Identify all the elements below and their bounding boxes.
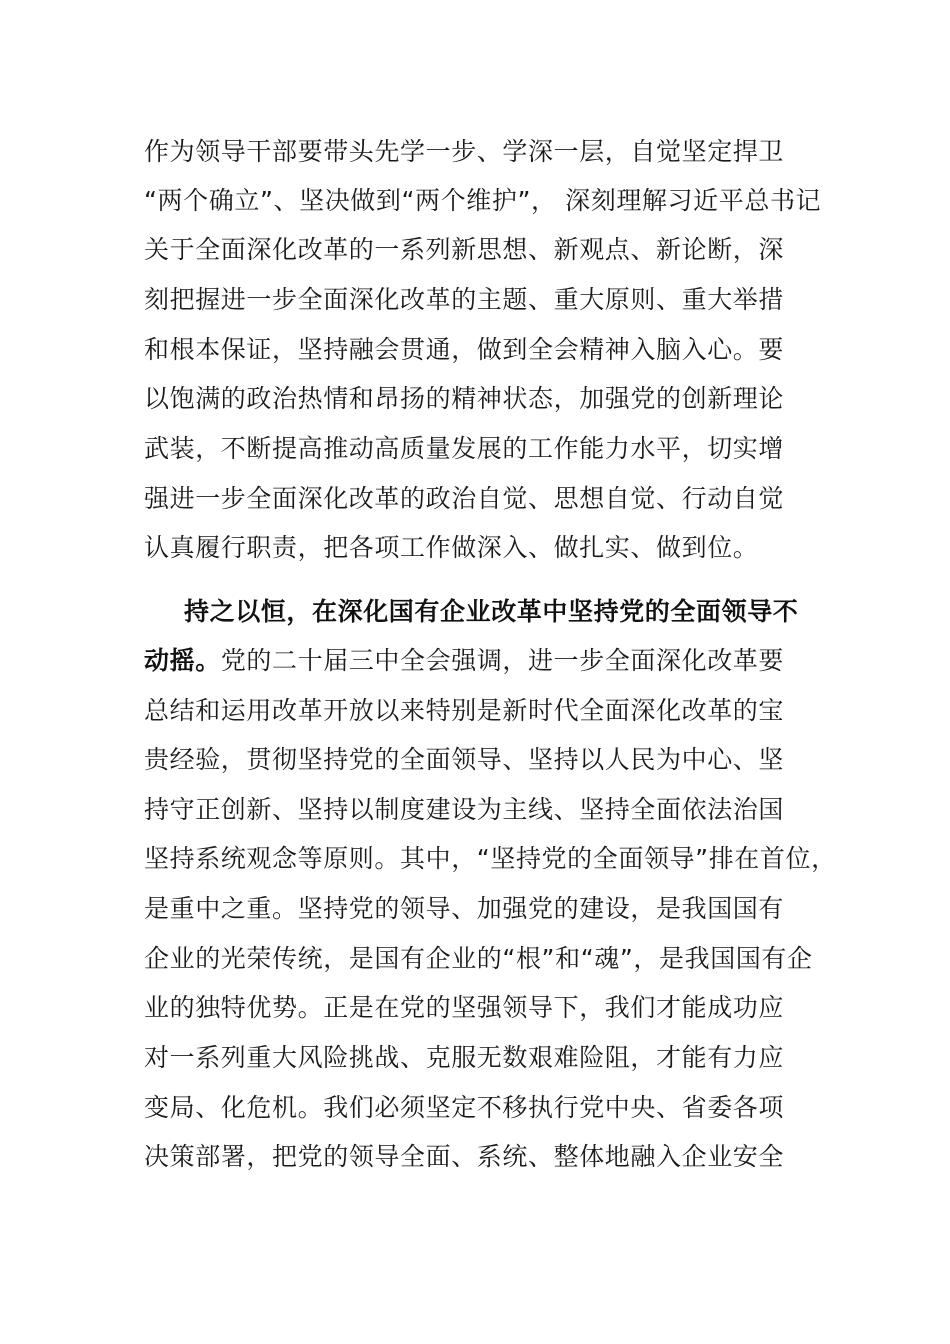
paragraph-1-line-3: 关于全面深化改革的一系列新思想、新观点、新论断，深 xyxy=(144,235,785,264)
paragraph-2-line-8: 企业的光荣传统，是国有企业的“根”和“魂”，是我国国有企 xyxy=(144,944,813,973)
paragraph-1-line-9: 认真履行职责，把各项工作做深入、做扎实、做到位。 xyxy=(144,533,759,562)
paragraph-1-line-1: 作为领导干部要带头先学一步、学深一层，自觉坚定捍卫 xyxy=(144,137,785,166)
paragraph-1-line-6: 以饱满的政治热情和昂扬的精神状态，加强党的创新理论 xyxy=(144,384,785,413)
paragraph-2-line-3: 总结和运用改革开放以来特别是新时代全面深化改革的宝 xyxy=(144,696,785,725)
paragraph-1-line-5: 和根本保证，坚持融会贯通，做到全会精神入脑入心。要 xyxy=(144,335,785,364)
paragraph-1-line-2: “两个确立”、坚决做到“两个维护”， 深刻理解习近平总书记 xyxy=(144,186,822,215)
paragraph-2-line-5: 持守正创新、坚持以制度建设为主线、坚持全面依法治国 xyxy=(144,795,785,824)
paragraph-2-line-4: 贵经验，贯彻坚持党的全面领导、坚持以人民为中心、坚 xyxy=(144,745,785,774)
paragraph-2-line-2-text: 党的二十届三中全会强调，进一步全面深化改革要 xyxy=(220,646,785,675)
paragraph-1-line-8: 强进一步全面深化改革的政治自觉、思想自觉、行动自觉 xyxy=(144,484,785,513)
paragraph-2-line-2 xyxy=(144,646,784,676)
paragraph-2-line-12: 决策部署，把党的领导全面、系统、整体地融入企业安全 xyxy=(144,1142,785,1171)
paragraph-1-line-7: 武装，不断提高推动高质量发展的工作能力水平，切实增 xyxy=(144,434,785,463)
paragraph-1-line-4: 刻把握进一步全面深化改革的主题、重大原则、重大举措 xyxy=(144,285,785,314)
paragraph-2-line-9: 业的独特优势。正是在党的坚强领导下，我们才能成功应 xyxy=(144,993,785,1022)
paragraph-2-line-6: 坚持系统观念等原则。其中，“坚持党的全面领导”排在首位， xyxy=(144,844,837,873)
paragraph-2-line-10: 对一系列重大风险挑战、克服无数艰难险阻，才能有力应 xyxy=(144,1043,785,1072)
paragraph-2-heading-end: 动摇。 xyxy=(144,646,221,675)
paragraph-2-line-11: 变局、化危机。我们必须坚定不移执行党中央、省委各项 xyxy=(144,1093,785,1122)
paragraph-2-heading-line-1: 持之以恒，在深化国有企业改革中坚持党的全面领导不 xyxy=(184,597,799,626)
paragraph-2-line-7: 是重中之重。坚持党的领导、加强党的建设，是我国国有 xyxy=(144,894,785,923)
